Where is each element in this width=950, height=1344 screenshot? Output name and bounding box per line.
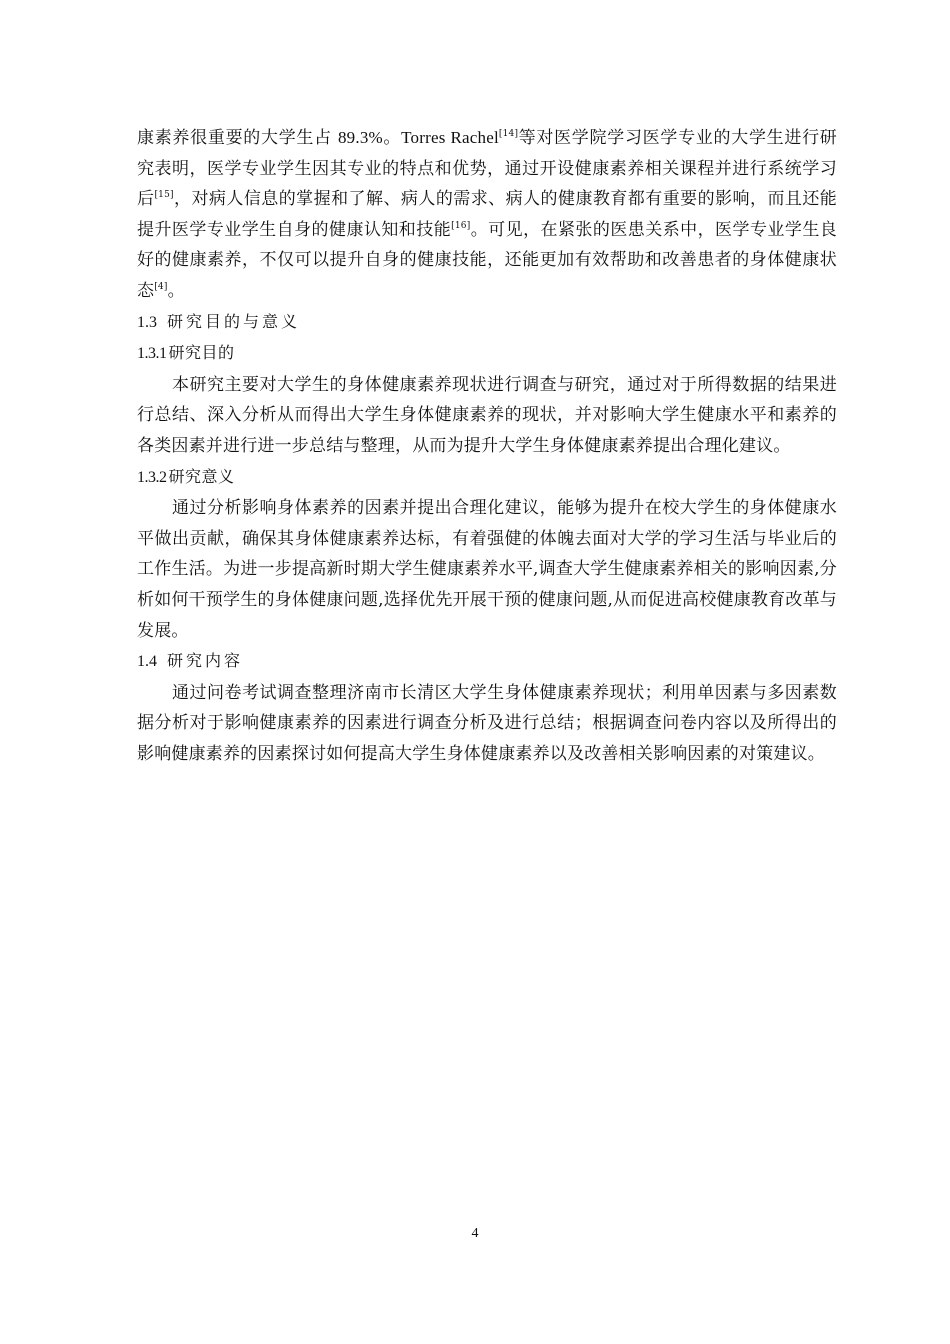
section-title: 研究目的 <box>168 343 235 363</box>
text-run: ，对病人信息的掌握和了解、病人的需求、病人的健康教育都有重要的影响，而且还能提升医学专业学生自身的健康认知和技能 <box>137 189 838 240</box>
cited-author: Torres Rachel <box>401 128 499 147</box>
page-content <box>137 123 837 769</box>
text-run: 等对医学院学习医学专业的大学生进行研究表明，医学专业学生因其专业的特点和优势，通过开设健康素养相关课程并进行系统学习后 <box>137 128 837 210</box>
text-run: 。 <box>167 280 185 301</box>
citation-ref: [15] <box>154 190 174 201</box>
section-number: 1.3.1 <box>137 345 167 363</box>
section-heading-1-4 <box>137 646 837 678</box>
section-number: 1.3.2 <box>137 468 167 486</box>
section-number: 1.3 <box>137 313 157 331</box>
section-title: 研究意义 <box>168 466 235 486</box>
percentage-value: 89.3% <box>337 128 383 147</box>
section-number: 1.4 <box>137 653 157 671</box>
section-title: 研究目的与意义 <box>167 311 301 331</box>
text-run: 康素养很重要的大学生占 <box>137 128 338 148</box>
section-heading-1-3 <box>137 307 837 339</box>
text-run: 。 <box>382 128 402 148</box>
citation-ref: [16] <box>451 220 471 231</box>
text-run: 。可见，在紧张的医患关系中，医学专业学生良好的健康素养，不仅可以提升自身的健康技能，还能更加有效帮助和改善患者的身体健康状态 <box>137 219 837 301</box>
subsection-heading-1-3-1 <box>137 338 837 370</box>
paragraph-literature-continued <box>137 123 837 307</box>
citation-ref: [14] <box>498 129 519 139</box>
section-title: 研究内容 <box>167 651 244 671</box>
citation-ref: [4] <box>154 281 168 292</box>
paragraph-research-content: 通过问卷考试调查整理济南市长清区大学生身体健康素养现状；利用单因素与多因素数据分析对于影响健康素养的因素进行调查分析及进行总结；根据调查问卷内容以及所得出的影响健康素养的因素探讨如何提高大学生身体健康素养以及改善相关影响因素的对策建议。 <box>137 682 837 764</box>
paragraph-research-significance: 通过分析影响身体素养的因素并提出合理化建议，能够为提升在校大学生的身体健康水平做出贡献，确保其身体健康素养达标，有着强健的体魄去面对大学的学习生活与毕业后的工作生活。为进一步提高新时期大学生健康素养水平,调查大学生健康素养相关的影响因素,分析如何干预学生的身体健康问题,选择优先开展干预的健康问题,从而促进高校健康教育改革与发展。 <box>137 498 837 641</box>
paragraph-research-purpose: 本研究主要对大学生的身体健康素养现状进行调查与研究，通过对于所得数据的结果进行总结、深入分析从而得出大学生身体健康素养的现状，并对影响大学生健康水平和素养的各类因素并进行进一步总结与整理，从而为提升大学生身体健康素养提出合理化建议。 <box>137 374 837 456</box>
page-number: 4 <box>471 1226 479 1241</box>
subsection-heading-1-3-2 <box>137 462 837 494</box>
